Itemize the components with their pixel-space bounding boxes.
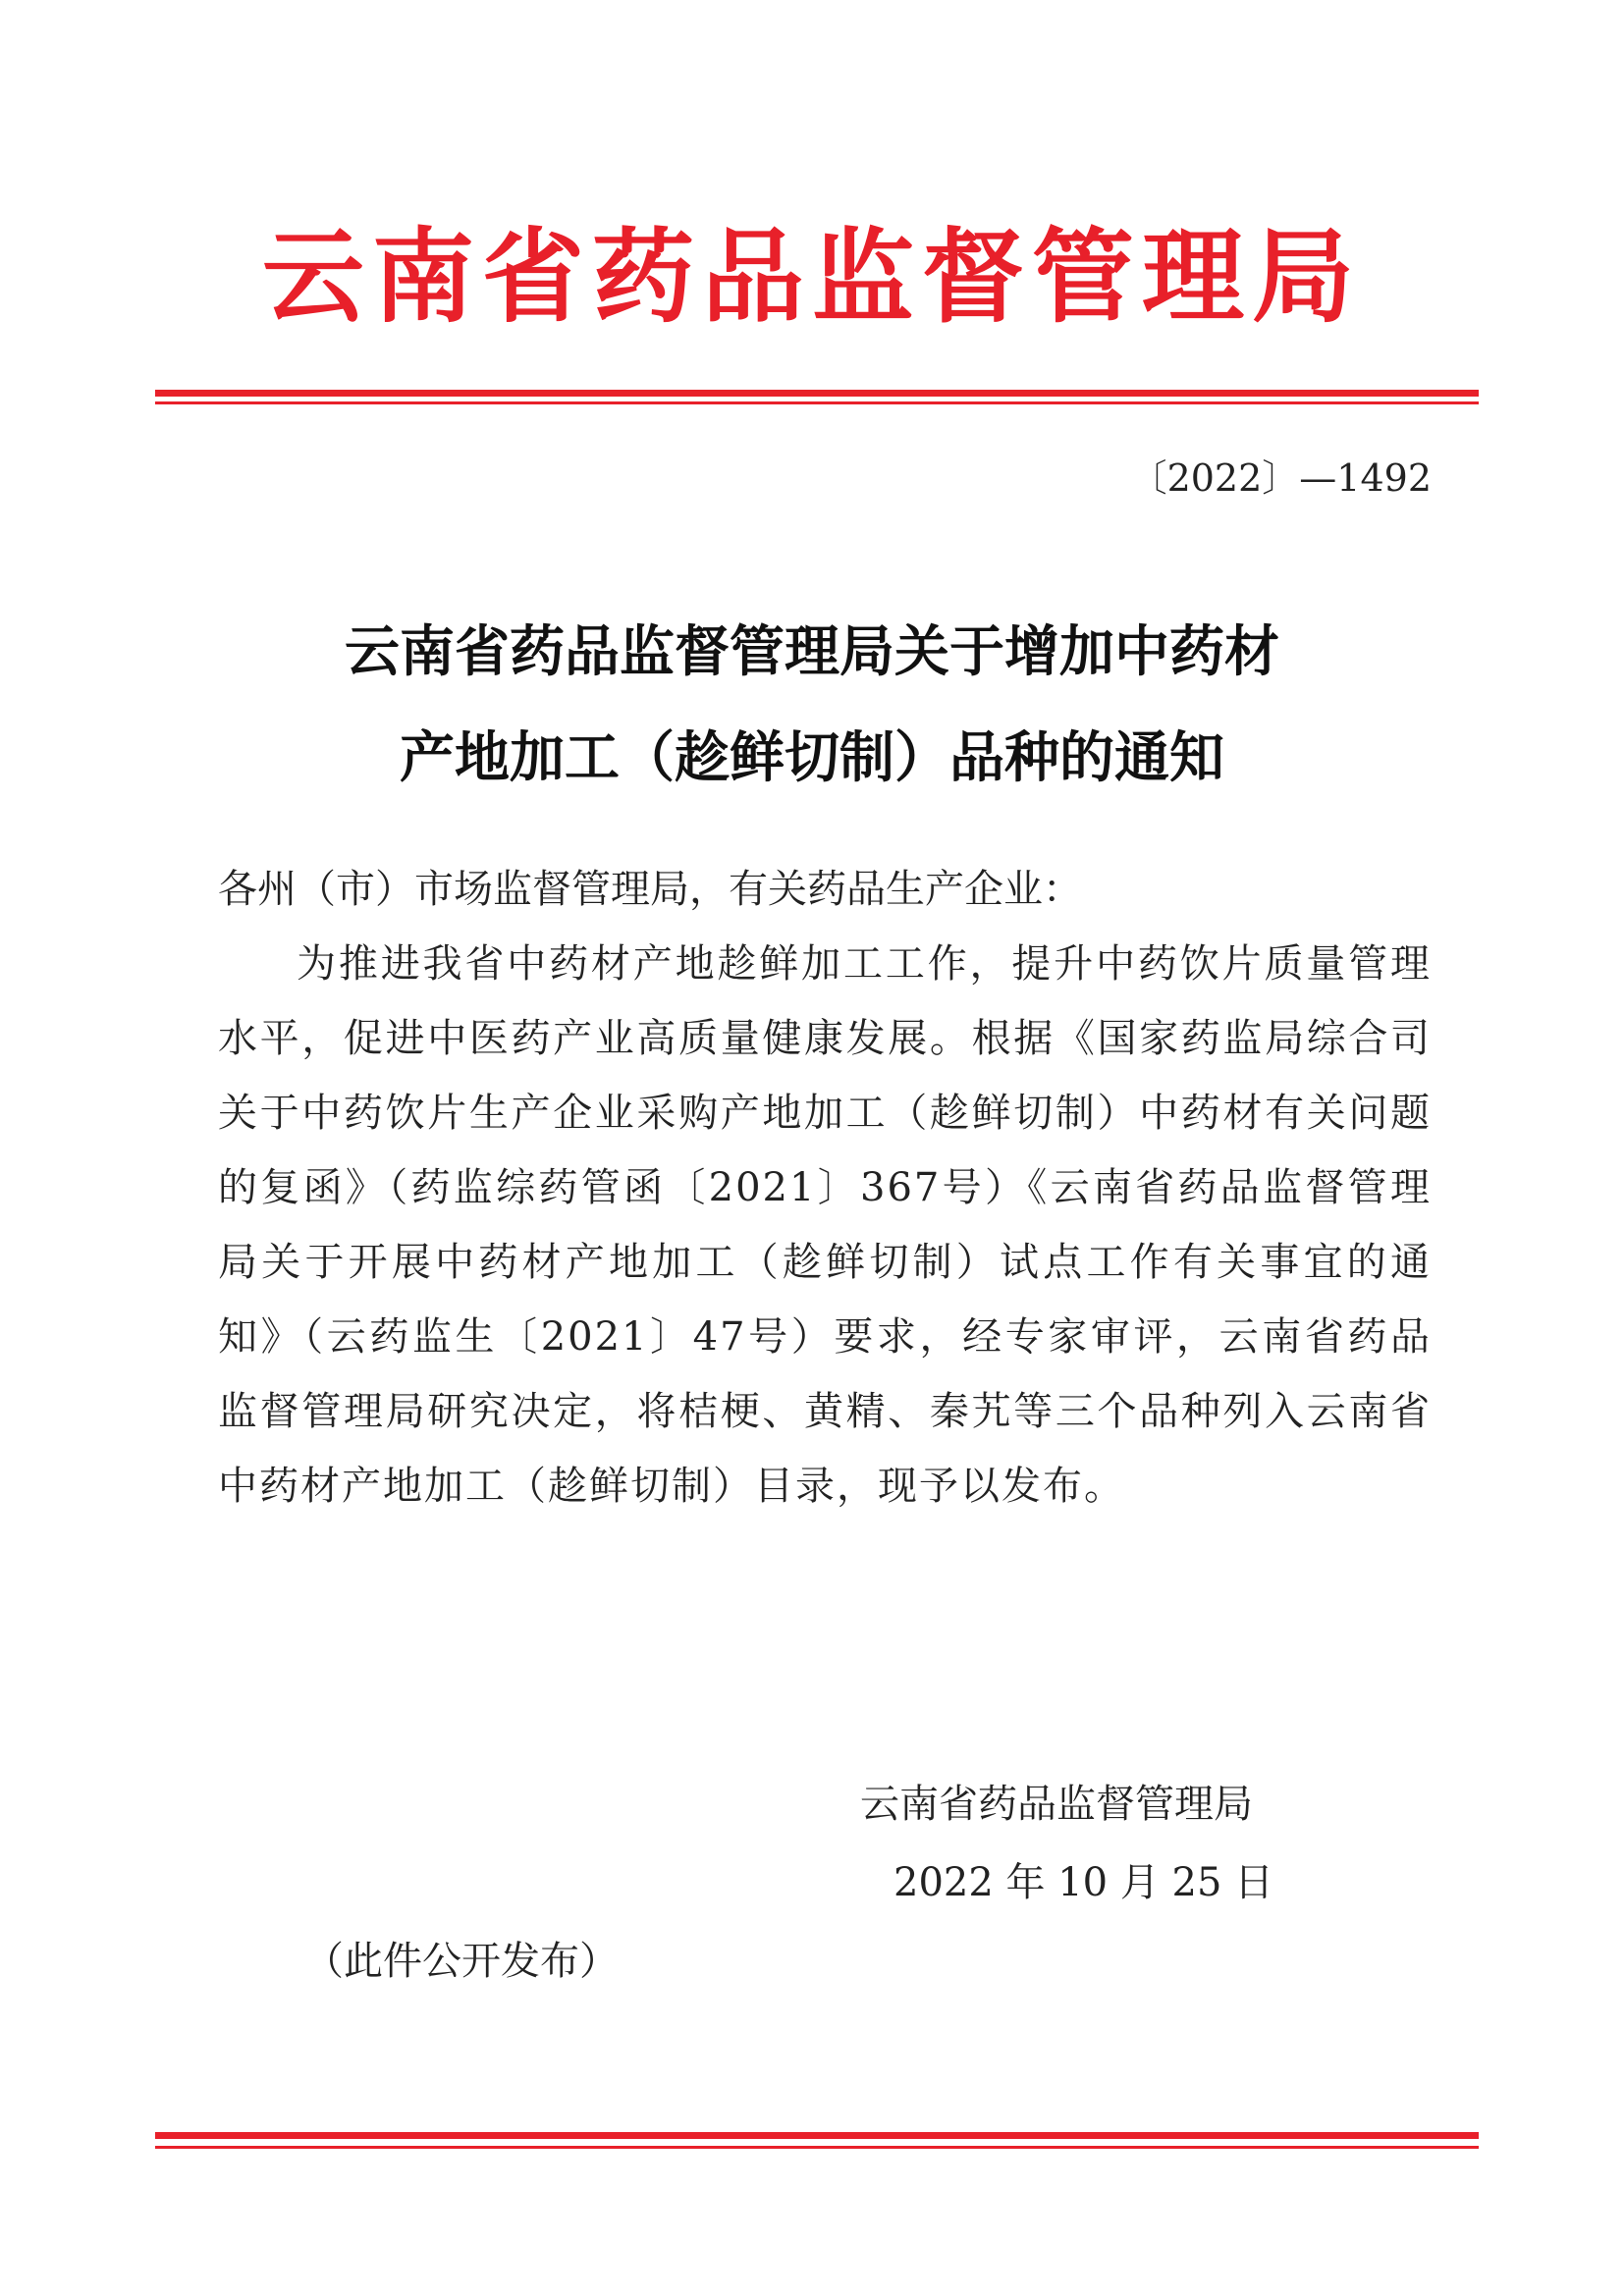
document-title-line-2: 产地加工（趁鲜切制）品种的通知 — [400, 725, 1224, 790]
header-rule-thick — [155, 390, 1479, 397]
document-number: 〔2022〕—1492 — [1129, 456, 1432, 500]
issuer-header-title: 云南省药品监督管理局 — [261, 217, 1362, 337]
body-paragraph: 为推进我省中药材产地趁鲜加工工作，提升中药饮片质量管理水平，促进中医药产业高质量健康发展。根据《国家药监局综合司关于中药饮片生产企业采购产地加工（趁鲜切制）中药材有关问题的复函》（药监综药管函〔2021〕367号）《云南省药品监督管理局关于开展中药材产地加工（趁鲜切制）试点工作有关事宜的通知》（云药监生〔2021〕47号）要求，经专家审评，云南省药品监督管理局研究决定，将桔梗、黄精、秦艽等三个品种列入云南省中药材产地加工（趁鲜切制）目录，现予以发布。 — [218, 941, 1432, 1509]
footer-rule-thick — [155, 2132, 1479, 2139]
document-title-line-1: 云南省药品监督管理局关于增加中药材 — [345, 619, 1279, 684]
signature-organization: 云南省药品监督管理局 — [860, 1782, 1253, 1827]
addressee: 各州（市）市场监督管理局，有关药品生产企业： — [218, 867, 1082, 912]
header-rule-thin — [155, 401, 1479, 404]
signature-date: 2022 年 10 月 25 日 — [893, 1860, 1274, 1905]
footer-rule-thin — [155, 2146, 1479, 2149]
public-release-note: （此件公开发布） — [304, 1939, 619, 1984]
